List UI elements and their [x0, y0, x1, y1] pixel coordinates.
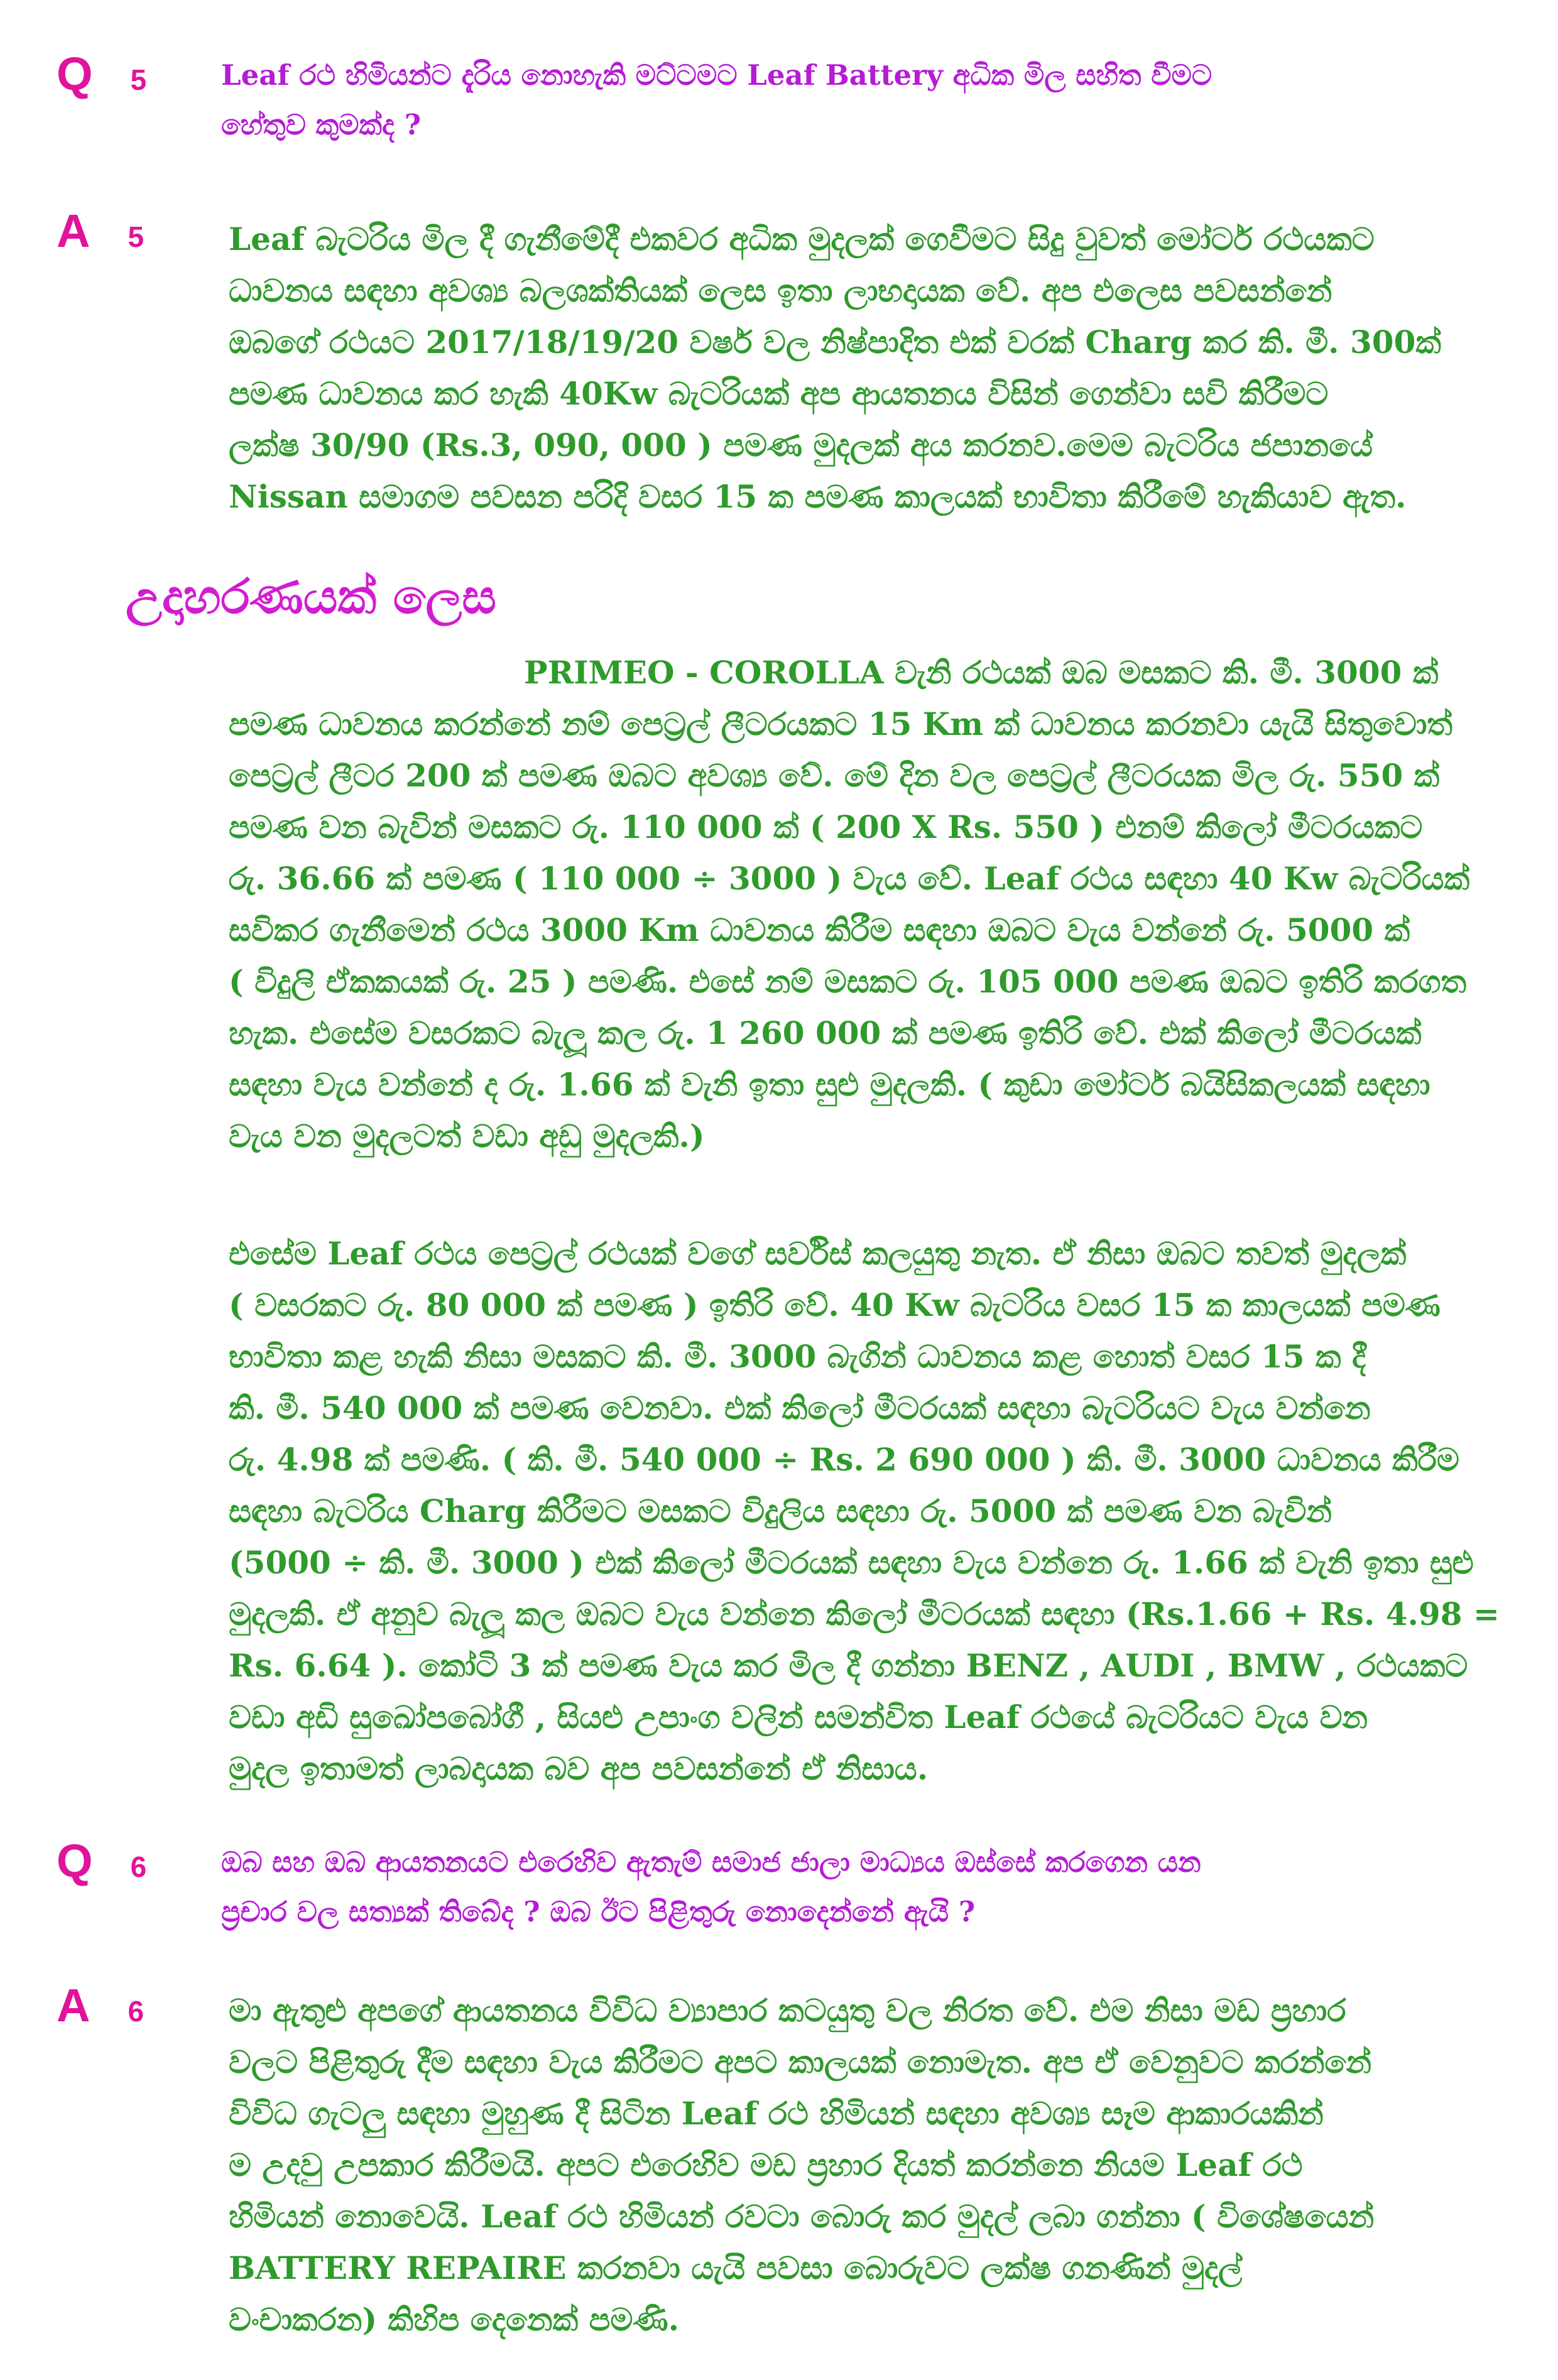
- section-heading: උදාහරණයක් ලෙස: [126, 568, 496, 624]
- text-line: Leaf රථ හිමියන්ට දැරිය නොහැකි මට්ටමට Leaf Battery අධික මිල සහිත වීමට: [221, 58, 1212, 92]
- text-line: Nissan සමාගම පවසන පරිදි වසර 15 ක පමණ කාලයක් භාවිතා කිරීමේ හැකියාව ඇත.: [229, 478, 1407, 515]
- question-text: [221, 1837, 1201, 1937]
- text-line: පමණ ධාවනය කරන්නේ නම් පෙට්‍රල් ලීටරයකට 15 Km ක් ධාවනය කරනවා යැයි සිතුවොත්: [229, 705, 1453, 742]
- example-paragraph-2: [229, 1228, 1500, 1795]
- text-line: මා ඇතුළු අපගේ ආයතනය විවිධ ව්‍යාපාර කටයුතු වල නිරත වේ. එම නිසා මඩ ප්‍රහාර: [229, 1992, 1346, 2029]
- text-line: සවිකර ගැනීමෙන් රථය 3000 Km ධාවනය කිරීම සඳහා ඔබට වැය වන්නේ රු. 5000 ක්: [229, 911, 1410, 948]
- text-line: (5000 ÷ කි. මී. 3000 ) එක් කිලෝ මීටරයක් සඳහා වැය වන්නෙ රු. 1.66 ක් වැනි ඉතා සුළු: [229, 1544, 1474, 1581]
- question-letter: Q: [57, 1835, 93, 1887]
- text-line: පමණ ධාවනය කර හැකි 40Kw බැටරියක් අප ආයතනය විසින් ගෙන්වා සවි කිරීමට: [229, 375, 1329, 412]
- example-paragraph-1: [229, 647, 1469, 1162]
- answer-text: [229, 1985, 1374, 2345]
- text-line: Rs. 6.64 ). කෝටි 3 ක් පමණ වැය කර මිල දී ගන්නා BENZ , AUDI , BMW , රථයකට: [229, 1647, 1468, 1684]
- text-line: මුදල ඉතාමත් ලාබදායක බව අප පවසන්නේ ඒ නිසාය.: [229, 1750, 929, 1787]
- text-line: Leaf බැටරිය මිල දී ගැනීමේදී එකවර අධික මුදලක් ගෙවීමට සිදු වුවත් මෝටර් රථයකට: [229, 220, 1375, 258]
- text-line: ඔබ සහ ඔබ ආයතනයට එරෙහිව ඇතැම් සමාජ ජාලා මාධ්‍යය ඔස්සේ කරගෙන යන: [221, 1845, 1201, 1879]
- answer-text: [229, 214, 1441, 523]
- text-line: රු. 36.66 ක් පමණ ( 110 000 ÷ 3000 ) වැය වේ. Leaf රථය සඳහා 40 Kw බැටරියක්: [229, 860, 1470, 897]
- answer-label: [57, 1979, 144, 2032]
- text-line: ප්‍රචාර වල සත්‍යක් තිබේද ? ඔබ ඊට පිළිතුරු නොදෙන්නේ ඇයි ?: [221, 1895, 976, 1928]
- text-line: වංචාකරන) කිහිප දෙනෙක් පමණි.: [229, 2301, 679, 2338]
- answer-letter: A: [57, 1979, 90, 2031]
- text-line: වඩා අඩි සුඛෝපබෝගී , සියළු උපාංග වලින් සමන්විත Leaf රථයේ බැටරියට වැය වන: [229, 1698, 1368, 1736]
- text-line: පෙට්‍රල් ලීටර 200 ක් පමණ ඔබට අවශ්‍ය වේ. මේ දින වල පෙට්‍රල් ලීටරයක මිල රු. 550 ක්: [229, 757, 1440, 794]
- text-line: භාවිතා කළ හැකි නිසා මසකට කි. මී. 3000 බැගින් ධාවනය කළ හොත් වසර 15 ක දී: [229, 1338, 1366, 1375]
- text-line: කි. මී. 540 000 ක් පමණ වෙනවා. එක් කිලෝ මීටරයක් සඳහා බැටරියට වැය වන්නෙ: [229, 1389, 1371, 1426]
- text-line: රු. 4.98 ක් පමණි. ( කි. මී. 540 000 ÷ Rs. 2 690 000 ) කි. මී. 3000 ධාවනය කිරීම: [229, 1441, 1459, 1478]
- text-line: PRIMEO - COROLLA වැනි රථයක් ඔබ මසකට කි. මී. 3000 ක්: [524, 654, 1439, 691]
- text-line: විවිධ ගැටලු සඳහා මුහුණ දී සිටින Leaf රථ හිමියන් සඳහා අවශ්‍ය සෑම ආකාරයකින්: [229, 2095, 1324, 2132]
- question-label: [57, 47, 146, 101]
- question-letter: Q: [57, 48, 93, 100]
- text-line: සඳහා බැටරිය Charg කිරීමට මසකට විදුලිය සඳහා රු. 5000 ක් පමණ වන බැවින්: [229, 1492, 1332, 1530]
- text-line: සඳහා වැය වන්නේ ද රු. 1.66 ක් වැනි ඉතා සුළු මුදලකි. ( කුඩා මෝටර් බයිසිකලයක් සඳහා: [229, 1066, 1430, 1103]
- text-line: එසේම Leaf රථය පෙට්‍රල් රථයක් වගේ සර්විස් කලයුතු නැත. ඒ නිසා ඔබට තවත් මුදලක්: [229, 1235, 1407, 1272]
- answer-number: 6: [128, 1995, 144, 2028]
- text-line: මුදලකි. ඒ අනුව බැලූ කල ඔබට වැය වන්නෙ කිලෝ මීටරයක් සඳහා (Rs.1.66 + Rs. 4.98 =: [229, 1595, 1500, 1633]
- text-line: පමණ වන බැවින් මසකට රු. 110 000 ක් ( 200 X Rs. 550 ) එනම් කිලෝ මීටරයකට: [229, 808, 1423, 845]
- text-line: ( විදුලි ඒකකයක් රු. 25 ) පමණි. එසේ නම් මසකට රු. 105 000 පමණ ඔබට ඉතිරි කරගත: [229, 963, 1467, 1000]
- answer-label: [57, 204, 144, 258]
- answer-letter: A: [57, 205, 90, 257]
- answer-number: 5: [128, 220, 144, 253]
- text-line: හැක. එසේම වසරකට බැලූ කල රු. 1 260 000 ක් පමණ ඉතිරි වේ. එක් කිලෝ මීටරයක්: [229, 1014, 1422, 1051]
- question-number: 6: [130, 1850, 147, 1883]
- text-line: වලට පිළිතුරු දීම සඳහා වැය කිරීමට අපට කාලයක් නොමැත. අප ඒ වෙනුවට කරන්නේ: [229, 2043, 1372, 2080]
- text-line: වැය වන මුදලටත් වඩා අඩු මුදලකි.): [229, 1117, 705, 1155]
- question-number: 5: [130, 63, 147, 96]
- text-line: BATTERY REPAIRE කරනවා යැයි පවසා බොරුවට ලක්ෂ ගනණින් මුදල්: [229, 2249, 1243, 2286]
- text-line: හිමියන් නොවෙයි. Leaf රථ හිමියන් රවටා බොරු කර මුදල් ලබා ගන්නා ( විශේෂයෙන්: [229, 2198, 1375, 2235]
- text-line: ( වසරකට රු. 80 000 ක් පමණ ) ඉතිරි වේ. 40 Kw බැටරිය වසර 15 ක කාලයක් පමණ: [229, 1286, 1441, 1323]
- question-text: [221, 50, 1212, 149]
- text-line: ඔබගේ රථයට 2017/18/19/20 වර්ෂ වල නිෂ්පාදිත එක් වරක් Charg කර කි. මී. 300ක්: [229, 323, 1441, 361]
- question-label: [57, 1834, 146, 1888]
- text-line: හේතුව කුමක්ද ?: [221, 108, 422, 141]
- text-line: ධාවනය සඳහා අවශ්‍ය බලශක්තියක් ලෙස ඉතා ලාභදායක වේ. අප එලෙස පවසන්නේ: [229, 272, 1332, 309]
- text-line: ලක්ෂ 30/90 (Rs.3, 090, 000 ) පමණ මුදලක් අය කරනව.මෙම බැටරිය ජපානයේ: [229, 427, 1373, 464]
- text-line: ම උදවු උපකාර කිරීමයි. අපට එරෙහිව මඩ ප්‍රහාර දියත් කරන්නෙ නියම Leaf රථ: [229, 2146, 1303, 2183]
